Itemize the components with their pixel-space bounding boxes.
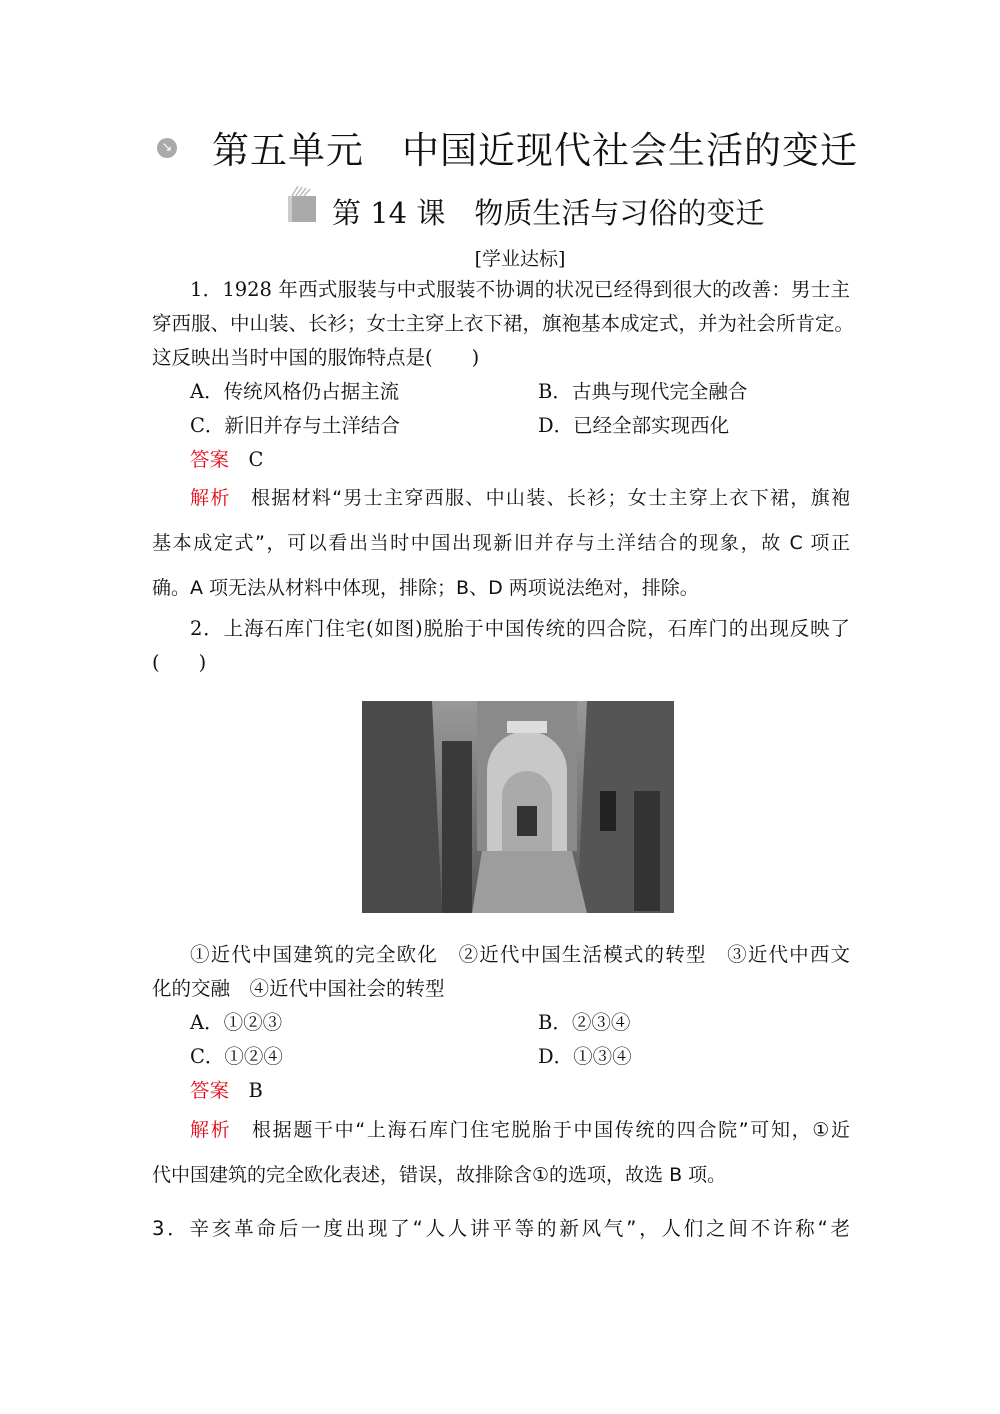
q2-items-line-2: 化的交融 ④近代中国社会的转型 [152, 977, 445, 1000]
q2-option-d: D．①③④ [538, 1045, 632, 1068]
q1-line-2: 穿西服、中山装、长衫；女士主穿上衣下裙，旗袍基本成定式，并为社会所肯定。 [152, 312, 855, 335]
q1-analysis-3: 确。A 项无法从材料中体现，排除；B、D 两项说法绝对，排除。 [152, 577, 699, 599]
q1-analysis-2: 基本成定式”，可以看出当时中国出现新旧并存与土洋结合的现象，故 C 项正 [152, 532, 850, 554]
q2-items-line-1: ①近代中国建筑的完全欧化 ②近代中国生活模式的转型 ③近代中西文 [190, 943, 850, 966]
q2-option-b: B．②③④ [538, 1011, 631, 1034]
analysis-text: 根据材料“男士主穿西服、中山装、长衫；女士主穿上衣下裙，旗袍 [250, 487, 850, 509]
q2-analysis-1 [190, 1108, 850, 1153]
answer-value: C [248, 448, 264, 471]
q1-line-3: 这反映出当时中国的服饰特点是( ) [152, 346, 480, 369]
q2-option-a: A．①②③ [190, 1011, 283, 1034]
q2-analysis-2: 代中国建筑的完全欧化表述，错误，故排除含①的选项，故选 B 项。 [152, 1164, 727, 1186]
analysis-label: 解析 [190, 487, 231, 509]
unit-arrow-icon: ↘ [157, 138, 177, 158]
lesson-title: 第 14 课 物质生活与习俗的变迁 [332, 196, 765, 230]
q1-answer [190, 443, 263, 477]
section-label: [学业达标] [474, 248, 566, 270]
q1-analysis-1 [190, 476, 850, 521]
q2-line-2: ( ) [152, 651, 207, 674]
q1-option-d: D．已经全部实现西化 [538, 414, 730, 437]
analysis-text: 根据题干中“上海石库门住宅脱胎于中国传统的四合院”可知，①近 [252, 1119, 850, 1141]
q2-line-1: 2．上海石库门住宅(如图)脱胎于中国传统的四合院，石库门的出现反映了 [190, 617, 850, 640]
unit-title: 第五单元 中国近现代社会生活的变迁 [212, 129, 858, 172]
answer-label: 答案 [190, 1079, 230, 1102]
q1-option-b: B．古典与现代完全融合 [538, 380, 748, 403]
answer-label: 答案 [190, 448, 230, 471]
q3-line-1: 3．辛亥革命后一度出现了“人人讲平等的新风气”，人们之间不许称“老 [152, 1217, 850, 1240]
book-icon [288, 186, 318, 222]
q1-line-1: 1．1928 年西式服装与中式服装不协调的状况已经得到很大的改善：男士主 [190, 278, 850, 301]
answer-value: B [248, 1079, 263, 1102]
analysis-label: 解析 [190, 1119, 232, 1141]
shikumen-photo [362, 701, 674, 913]
q1-option-c: C．新旧并存与土洋结合 [190, 414, 400, 437]
q2-answer [190, 1074, 263, 1108]
q2-option-c: C．①②④ [190, 1045, 283, 1068]
q1-option-a: A．传统风格仍占据主流 [190, 380, 400, 403]
